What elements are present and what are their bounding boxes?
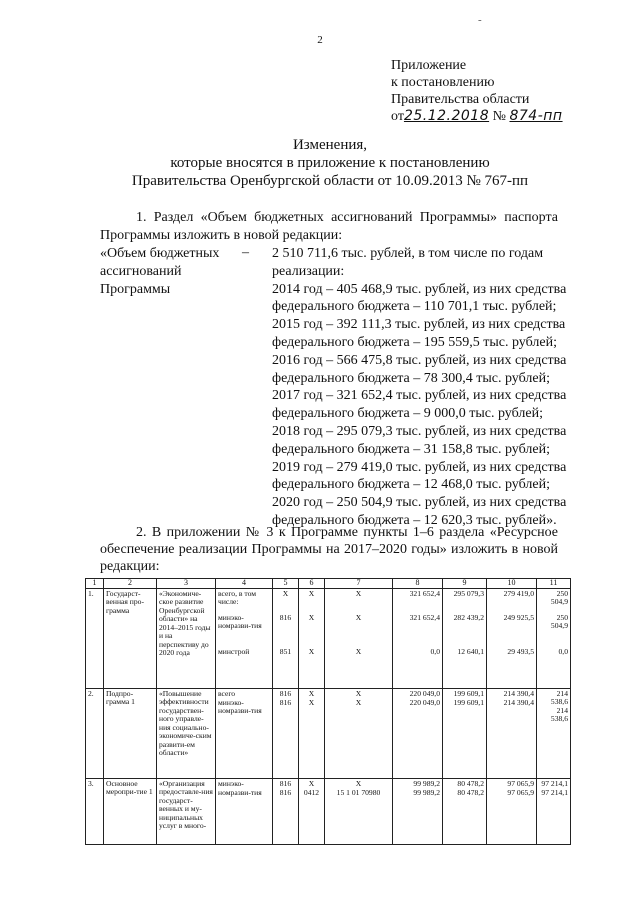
value-cell: 97 214,1 (541, 778, 568, 788)
value-cell: 220 049,0 (409, 688, 440, 698)
value-cell: X (282, 588, 289, 598)
value-cell: 321 652,4 (409, 612, 440, 622)
table-header-cell: 7 (325, 579, 393, 589)
handwritten-date: 25.12.2018 (403, 108, 490, 124)
value-cell: X (355, 697, 362, 707)
value-cell: 15 1 01 70980 (336, 787, 381, 797)
table-header-cell: 5 (273, 579, 299, 589)
row-program-name: «Экономиче-ское развитие Оренбургской области» на 2014–2015 годы и на перспективу до 2020 года (157, 588, 216, 688)
col5-cell (273, 688, 299, 778)
title-line-2: которые вносятся в приложение к постановлению (170, 155, 490, 171)
table-row (86, 778, 571, 844)
source-cell: всего, в том числе: (218, 588, 257, 606)
passport-line: 2015 год – 392 111,3 тыс. рублей, из них средства (272, 317, 566, 333)
table-header-cell: 2 (104, 579, 157, 589)
passport-line: реализации: (272, 263, 345, 279)
value-cell: X (355, 612, 362, 622)
value-cell: X (308, 588, 315, 598)
date-prefix: от (391, 109, 404, 124)
value-cell: 816 (279, 697, 292, 707)
table-header-cell: 11 (537, 579, 571, 589)
row-status: Государст-венная про-грамма (104, 588, 157, 688)
value-cell: 80 478,2 (457, 787, 484, 797)
passport-dash: – (242, 245, 249, 260)
passport-line: федерального бюджета – 78 300,4 тыс. рублей; (272, 370, 550, 386)
table-header-cell: 9 (443, 579, 487, 589)
passport-line: 2 510 711,6 тыс. рублей, в том числе по годам (272, 246, 544, 261)
value-cell: 816 (279, 688, 292, 698)
title-line-3: Правительства Оренбургской области от 10.09.2013 № 767-пп (131, 173, 529, 189)
source-cell: всего (218, 688, 236, 698)
appendix-line-1: Приложение (391, 58, 467, 73)
passport-label (100, 245, 219, 299)
row-sources (216, 588, 273, 688)
passport-line: федерального бюджета – 12 620,3 тыс. рублей». (272, 512, 557, 528)
value-cell: 214 390,4 (503, 688, 534, 698)
col8-cell (393, 778, 443, 844)
value-cell: 279 419,0 (503, 588, 534, 598)
col9-cell (443, 588, 487, 688)
value-cell: 29 493,5 (507, 646, 534, 656)
value-cell: 0,0 (558, 646, 568, 656)
col7-cell (325, 688, 393, 778)
row-sources (216, 778, 273, 844)
col9-cell (443, 778, 487, 844)
value-cell: 282 439,2 (453, 612, 484, 622)
source-cell: номразви-тия (218, 787, 262, 797)
row-status: Подпро-грамма 1 (104, 688, 157, 778)
col10-cell (487, 588, 537, 688)
value-cell: 0412 (303, 787, 320, 797)
source-cell: минэко- (218, 778, 244, 788)
col11-cell (537, 778, 571, 844)
title-line-1: Изменения, (292, 137, 368, 153)
value-cell: 12 640,1 (457, 646, 484, 656)
passport-line: федерального бюджета – 110 701,1 тыс. рублей; (272, 299, 557, 315)
appendix-line-3: Правительства области (391, 92, 530, 107)
passport-label-line: ассигнований (100, 264, 182, 279)
value-cell: 816 (279, 787, 292, 797)
col6-cell (299, 588, 325, 688)
value-cell: X (355, 778, 362, 788)
top-mark: - (478, 14, 482, 26)
value-cell: 250 504,9 (550, 612, 568, 630)
col5-cell (273, 588, 299, 688)
value-cell: 199 609,1 (453, 697, 484, 707)
appendix-line-2: к постановлению (391, 75, 495, 90)
table-header-cell: 1 (86, 579, 104, 589)
value-cell: 250 504,9 (550, 588, 568, 606)
value-cell: 851 (279, 646, 292, 656)
passport-label-line: «Объем бюджетных (100, 246, 220, 261)
passport-line: 2019 год – 279 419,0 тыс. рублей, из них средства (272, 459, 567, 475)
col8-cell (393, 688, 443, 778)
handwritten-number: 874-пп (509, 108, 563, 124)
resource-table (85, 578, 571, 845)
source-cell: минэко-номразви-тия (218, 612, 262, 630)
table-header-cell: 10 (487, 579, 537, 589)
value-cell: 0,0 (430, 646, 440, 656)
passport-line: федерального бюджета – 9 000,0 тыс. рублей; (272, 406, 543, 422)
value-cell: X (308, 688, 315, 698)
col5-cell (273, 778, 299, 844)
value-cell: 214 538,6 (550, 705, 568, 723)
value-cell: X (355, 588, 362, 598)
value-cell: 295 079,3 (453, 588, 484, 598)
source-cell: минэко-номразви-тия (218, 697, 262, 715)
paragraph-1: 1. Раздел «Объем бюджетных ассигнований Программы» паспорта Программы изложить в новой редакции: (100, 210, 558, 243)
table-row (86, 588, 571, 688)
value-cell: 97 214,1 (541, 787, 568, 797)
value-cell: X (308, 646, 315, 656)
table-header-cell: 4 (216, 579, 273, 589)
col6-cell (299, 688, 325, 778)
col9-cell (443, 688, 487, 778)
value-cell: 249 925,5 (503, 612, 534, 622)
value-cell: X (308, 612, 315, 622)
table-row (86, 688, 571, 778)
value-cell: 97 065,9 (507, 778, 534, 788)
appendix-block (391, 57, 563, 125)
paragraph-2: 2. В приложении № 3 к Программе пункты 1–6 раздела «Ресурсное обеспечение реализации Программы на 2017–2020 годы» изложить в новой редакции: (100, 525, 558, 574)
appendix-date-line (391, 108, 563, 125)
value-cell: 99 989,2 (413, 787, 440, 797)
col10-cell (487, 778, 537, 844)
value-cell: X (308, 778, 315, 788)
col11-cell (537, 688, 571, 778)
document-title (100, 136, 560, 190)
col11-cell (537, 588, 571, 688)
passport-line: 2016 год – 566 475,8 тыс. рублей, из них средства (272, 352, 567, 368)
value-cell: 220 049,0 (409, 697, 440, 707)
passport-line: федерального бюджета – 31 158,8 тыс. рублей; (272, 441, 550, 457)
value-cell: 199 609,1 (453, 688, 484, 698)
page-number: 2 (317, 34, 323, 46)
number-prefix: № (492, 109, 506, 124)
passport-line: федерального бюджета – 12 468,0 тыс. рублей; (272, 477, 550, 493)
passport-line: федерального бюджета – 195 559,5 тыс. рублей; (272, 334, 557, 350)
value-cell: 214 538,6 (550, 688, 568, 706)
value-cell: 99 989,2 (413, 778, 440, 788)
row-sources (216, 688, 273, 778)
col7-cell (325, 778, 393, 844)
passport-line: 2017 год – 321 652,4 тыс. рублей, из них средства (272, 388, 567, 404)
value-cell: X (308, 697, 315, 707)
row-number: 3. (86, 778, 104, 844)
value-cell: X (355, 646, 362, 656)
row-program-name: «Повышение эффективности государствен-ного управле-ния социально-экономиче-ским развити-ем области» (157, 688, 216, 778)
passport-line: 2020 год – 250 504,9 тыс. рублей, из них средства (272, 495, 567, 511)
col7-cell (325, 588, 393, 688)
value-cell: 214 390,4 (503, 697, 534, 707)
value-cell: 816 (279, 778, 292, 788)
table-header-cell: 8 (393, 579, 443, 589)
row-program-name: «Организация предоставле-ния государст-венных и му-ниципальных услуг в много- (157, 778, 216, 844)
value-cell: X (355, 688, 362, 698)
value-cell: 80 478,2 (457, 778, 484, 788)
col6-cell (299, 778, 325, 844)
passport-line: 2014 год – 405 468,9 тыс. рублей, из них средства (272, 281, 567, 297)
row-number: 2. (86, 688, 104, 778)
passport-label-line: Программы (100, 282, 171, 297)
source-cell: минстрой (218, 646, 250, 656)
passport-values (272, 245, 567, 530)
passport-line: 2018 год – 295 079,3 тыс. рублей, из них средства (272, 423, 567, 439)
row-number: 1. (86, 588, 104, 688)
value-cell: 321 652,4 (409, 588, 440, 598)
table-header-row (86, 579, 571, 589)
row-status: Основное меропри-тие 1 (104, 778, 157, 844)
value-cell: 816 (279, 612, 292, 622)
col8-cell (393, 588, 443, 688)
value-cell: 97 065,9 (507, 787, 534, 797)
table-header-cell: 3 (157, 579, 216, 589)
table-header-cell: 6 (299, 579, 325, 589)
col10-cell (487, 688, 537, 778)
